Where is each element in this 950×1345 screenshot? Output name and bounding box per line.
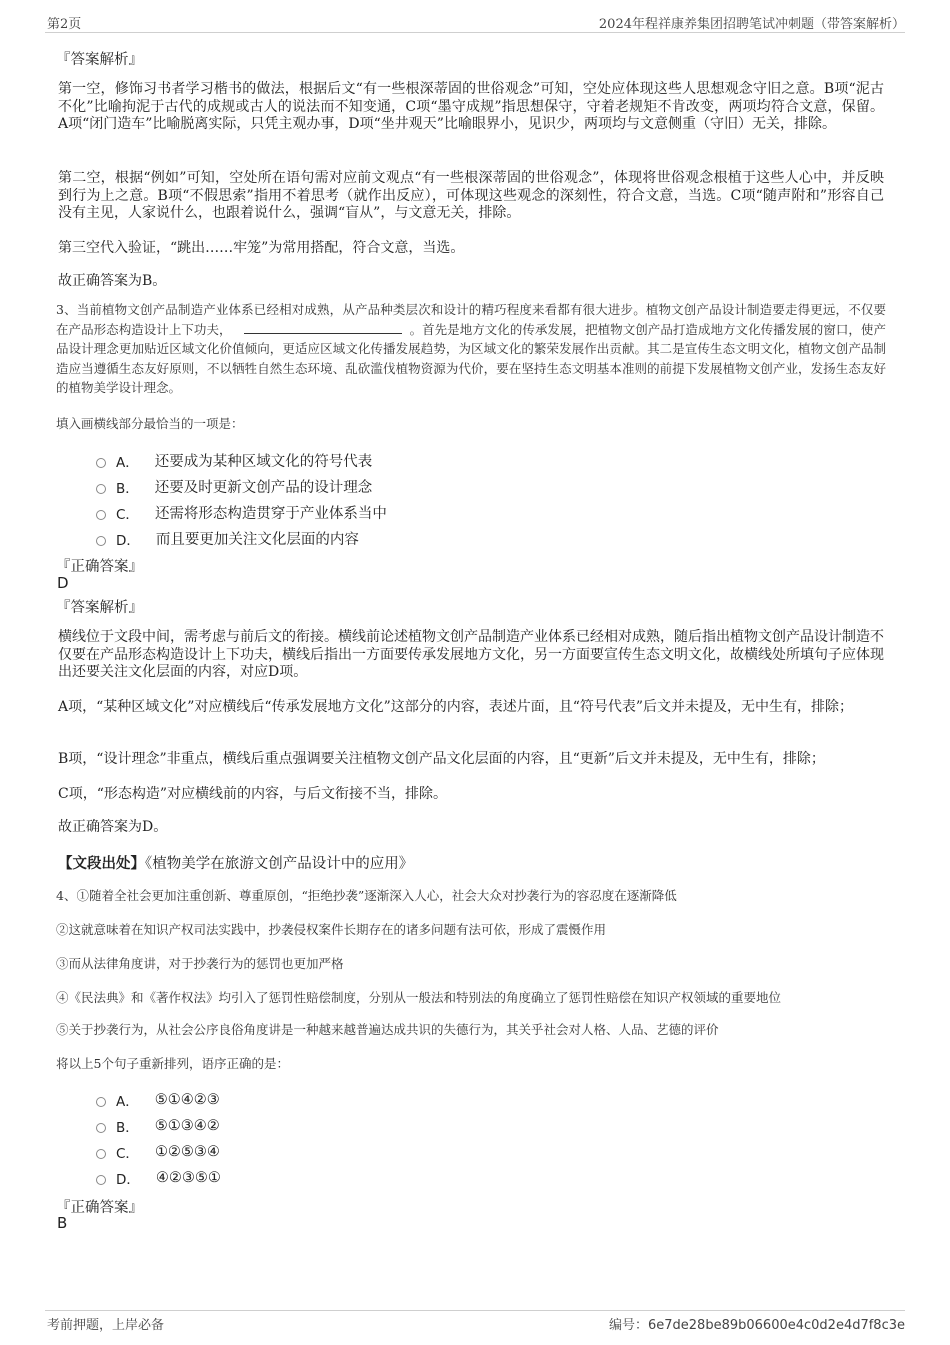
q3-answer-label: 『正确答案』	[56, 559, 143, 575]
fill-blank	[244, 321, 402, 334]
q4-option-a[interactable]: A． ⑤①④②③	[96, 1090, 220, 1110]
q3-option-c[interactable]: C． 还需将形态构造贯穿于产业体系当中	[96, 502, 387, 523]
q2-analysis-label: 『答案解析』	[56, 52, 143, 68]
footer-slogan: 考前押题，上岸必备	[47, 1318, 165, 1333]
q3-option-b[interactable]: B． 还要及时更新文创产品的设计理念	[96, 476, 372, 497]
radio-button[interactable]	[96, 458, 106, 468]
q4-sentence-3: ③而从法律角度讲，对于抄袭行为的惩罚也更加严格	[56, 956, 344, 971]
q4-option-c[interactable]: C． ①②⑤③④	[96, 1142, 220, 1162]
q4-prompt: 将以上5个句子重新排列，语序正确的是：	[56, 1056, 289, 1071]
document-title: 2024年程祥康养集团招聘笔试冲刺题（带答案解析）	[598, 17, 905, 32]
radio-button[interactable]	[96, 1149, 106, 1159]
q2-conclusion: 故正确答案为B。	[58, 273, 167, 289]
q3-answer: D	[57, 574, 69, 592]
q3-conclusion: 故正确答案为D。	[58, 819, 168, 835]
radio-button[interactable]	[96, 1097, 106, 1107]
q3-option-d[interactable]: D． 而且要更加关注文化层面的内容	[96, 528, 359, 549]
source-title: 《植物美学在旅游文创产品设计中的应用》	[145, 856, 414, 872]
q3-analysis-label: 『答案解析』	[56, 600, 143, 616]
q4-option-d[interactable]: D． ④②③⑤①	[96, 1168, 221, 1188]
q4-option-b[interactable]: B． ⑤①③④②	[96, 1116, 220, 1136]
q3-stem	[56, 300, 886, 398]
q2-analysis-paragraph-3: 第三空代入验证，“跳出……牢笼”为常用搭配，符合文意，当选。	[58, 240, 465, 256]
q4-sentence-1: 4、①随着全社会更加注重创新、尊重原创，“拒绝抄袭”逐渐深入人心，社会大众对抄袭行为的容忍度在逐渐降低	[56, 888, 677, 903]
source-label: 【文段出处】	[58, 855, 145, 872]
q3-option-a[interactable]: A． 还要成为某种区域文化的符号代表	[96, 450, 372, 471]
page-number: 第2页	[47, 17, 82, 32]
q4-answer: B	[57, 1214, 68, 1232]
document-code: 编号：6e7de28be89b06600e4c0d2e4d7f8c3e	[608, 1318, 905, 1333]
q3-stem-part2: 。首先是地方文化的传承发展，把植物文创产品打造成地方文化传播发展的窗口，使产品设计理念更加贴近区域文化价值倾向，更适应区域文化传播发展趋势，为区域文化的繁荣发展作出贡献。其二是宣传生态文明文化，植物文创产品制造应当遵循生态友好原则，不以牺牲自然生态环境、乱砍滥伐植物资源为代价，要在坚持生态文明基本准则的前提下发展植物文创产业，发扬生态友好的植物美学设计理念。	[56, 321, 886, 395]
radio-button[interactable]	[96, 510, 106, 520]
page-footer	[45, 1310, 905, 1333]
page-header	[45, 12, 905, 33]
q3-analysis-paragraph-2: A项，“某种区域文化”对应横线后“传承发展地方文化”这部分的内容，表述片面，且“符号代表”后文并未提及，无中生有，排除；	[58, 699, 854, 715]
radio-button[interactable]	[96, 536, 106, 546]
radio-button[interactable]	[96, 484, 106, 494]
q2-analysis-paragraph-2: 第二空，根据“例如”可知，空处所在语句需对应前文观点“有一些根深蒂固的世俗观念”，体现将世俗观念根植于这些人心中，并反映到行为上之意。B项“不假思索”指用不着思考（就作出反应），可体现这些观念的深刻性，符合文意，当选。C项“随声附和”形容自己没有主见，人家说什么，也跟着说什么，强调“盲从”，与文意无关，排除。	[58, 170, 884, 221]
q3-analysis-paragraph-4: C项，“形态构造”对应横线前的内容，与后文衔接不当，排除。	[58, 786, 448, 802]
radio-button[interactable]	[96, 1175, 106, 1185]
q3-source	[58, 852, 413, 873]
q3-stem-part1: 3、当前植物文创产品制造产业体系已经相对成熟，从产品种类层次和设计的精巧程度来看都有很大进步。植物文创产品设计制造要走得更远，不仅要在产品形态构造设计上下功夫，	[56, 302, 886, 337]
q4-answer-label: 『正确答案』	[56, 1200, 143, 1216]
radio-button[interactable]	[96, 1123, 106, 1133]
q2-analysis-paragraph-1: 第一空，修饰习书者学习楷书的做法，根据后文“有一些根深蒂固的世俗观念”可知，空处应体现这些人思想观念守旧之意。B项“泥古不化”比喻拘泥于古代的成规或古人的说法而不知变通，C项“墨守成规”指思想保守，守着老规矩不肯改变，两项均符合文意，保留。A项“闭门造车”比喻脱离实际，只凭主观办事，D项“坐井观天”比喻眼界小，见识少，两项均与文意侧重（守旧）无关，排除。	[58, 81, 884, 132]
q4-sentence-2: ②这就意味着在知识产权司法实践中，抄袭侵权案件长期存在的诸多问题有法可依，形成了震慑作用	[56, 922, 607, 937]
q3-analysis-paragraph-1: 横线位于文段中间，需考虑与前后文的衔接。横线前论述植物文创产品制造产业体系已经相对成熟，随后指出植物文创产品设计制造不仅要在产品形态构造设计上下功夫，横线后指出一方面要传承发展地方文化，另一方面要宣传生态文明文化，故横线处所填句子应体现出还要关注文化层面的内容，对应D项。	[58, 629, 884, 680]
q3-analysis-paragraph-3: B项，“设计理念”非重点，横线后重点强调要关注植物文创产品文化层面的内容，且“更新”后文并未提及，无中生有，排除；	[58, 751, 825, 767]
q4-sentence-5: ⑤关于抄袭行为，从社会公序良俗角度讲是一种越来越普遍达成共识的失德行为，其关乎社会对人格、人品、艺德的评价	[56, 1022, 719, 1037]
q4-sentence-4: ④《民法典》和《著作权法》均引入了惩罚性赔偿制度，分别从一般法和特别法的角度确立了惩罚性赔偿在知识产权领域的重要地位	[56, 990, 782, 1005]
q3-prompt: 填入画横线部分最恰当的一项是：	[56, 416, 244, 431]
